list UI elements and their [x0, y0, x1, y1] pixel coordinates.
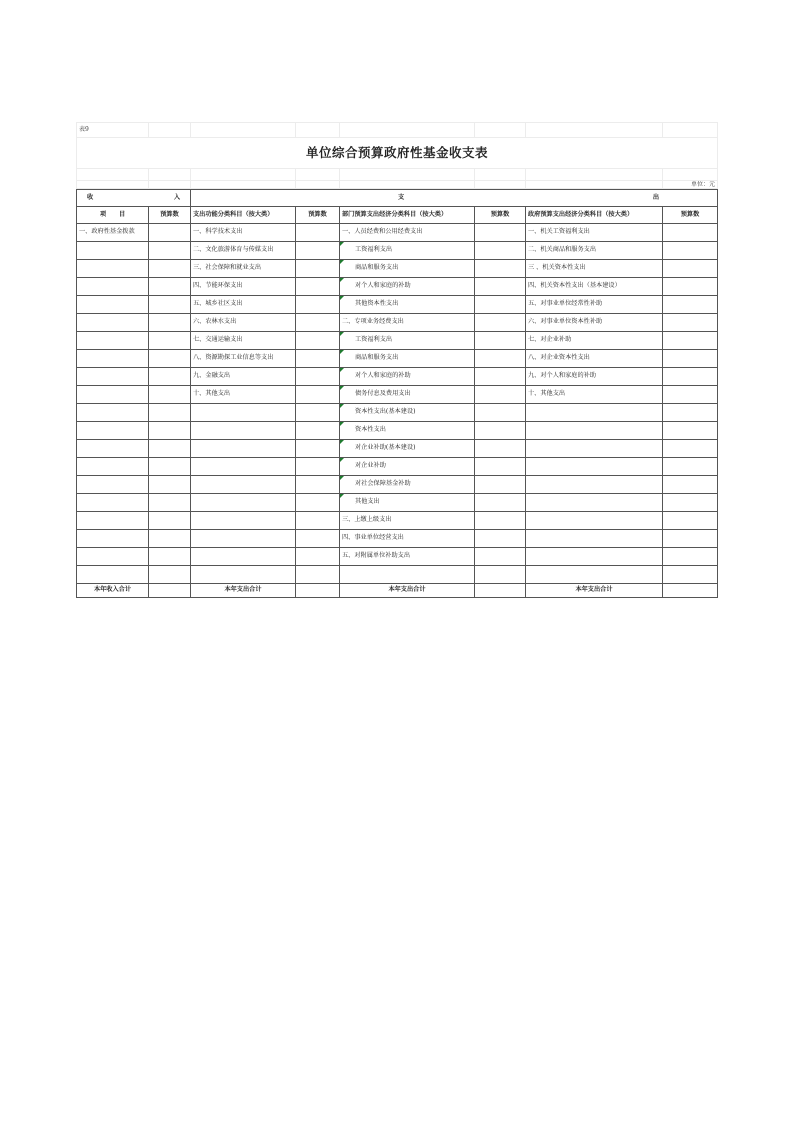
sheet-header-area	[76, 122, 718, 189]
table-row: 四、事业单位经营支出	[77, 530, 718, 548]
total-gov-label: 本年支出合计	[526, 584, 663, 598]
table-row: 十、其他支出 债务付息及费用支出 十、其他支出	[77, 386, 718, 404]
table-row: 其他支出	[77, 494, 718, 512]
total-func-label: 本年支出合计	[191, 584, 296, 598]
col-func-budget: 预算数	[296, 207, 340, 224]
total-dept-label: 本年支出合计	[340, 584, 475, 598]
table-row: 资本性支出(基本建设)	[77, 404, 718, 422]
col-gov-budget: 预算数	[663, 207, 718, 224]
table-row: 对社会保障基金补助	[77, 476, 718, 494]
table-row: 九、金融支出 对个人和家庭的补助 九、对个人和家庭的补助	[77, 368, 718, 386]
col-item: 项 目	[77, 207, 149, 224]
col-func-class: 支出功能分类科目（按大类）	[191, 207, 296, 224]
col-gov-econ: 政府预算支出经济分类科目（按大类）	[526, 207, 663, 224]
table-row	[77, 566, 718, 584]
table-row: 一、政府性基金拨款 一、科学技术支出 一、人员经费和公用经费支出 一、机关工资福利支出	[77, 224, 718, 242]
col-dept-econ: 部门预算支出经济分类科目（按大类）	[340, 207, 475, 224]
sheet-label: 表9	[77, 123, 149, 138]
table-row: 对企业补助(基本建设)	[77, 440, 718, 458]
table-row: 四、节能环保支出 对个人和家庭的补助 四、机关资本性支出（基本建设）	[77, 278, 718, 296]
table-row: 五、对附属单位补助支出	[77, 548, 718, 566]
table-row: 资本性支出	[77, 422, 718, 440]
total-income-label: 本年收入合计	[77, 584, 149, 598]
income-group-header: 收 入	[77, 190, 191, 207]
table-row: 八、资源勘探工业信息等支出 商品和服务支出 八、对企业资本性支出	[77, 350, 718, 368]
spreadsheet	[76, 122, 717, 598]
col-dept-budget: 预算数	[475, 207, 526, 224]
totals-row	[77, 584, 718, 598]
page-title: 单位综合预算政府性基金收支表	[77, 138, 718, 169]
group-header-row	[77, 190, 718, 207]
table-row: 三、上缴上级支出	[77, 512, 718, 530]
table-row: 对企业补助	[77, 458, 718, 476]
expense-group-header: 支 出	[191, 190, 718, 207]
table-row: 七、交通运输支出 工资福利支出 七、对企业补助	[77, 332, 718, 350]
unit-label: 单位：元	[663, 181, 718, 189]
col-income-budget: 预算数	[149, 207, 191, 224]
table-row: 五、城乡社区支出 其他资本性支出 五、对事业单位经常性补助	[77, 296, 718, 314]
column-header-row	[77, 207, 718, 224]
table-row: 三、社会保障和就业支出 商品和服务支出 三 、机关资本性支出	[77, 260, 718, 278]
table-row: 二、文化旅游体育与传媒支出 工资福利支出 二、机关商品和服务支出	[77, 242, 718, 260]
budget-table	[76, 189, 718, 598]
table-row: 六、农林水支出 二、专项业务经费支出 六、对事业单位资本性补助	[77, 314, 718, 332]
